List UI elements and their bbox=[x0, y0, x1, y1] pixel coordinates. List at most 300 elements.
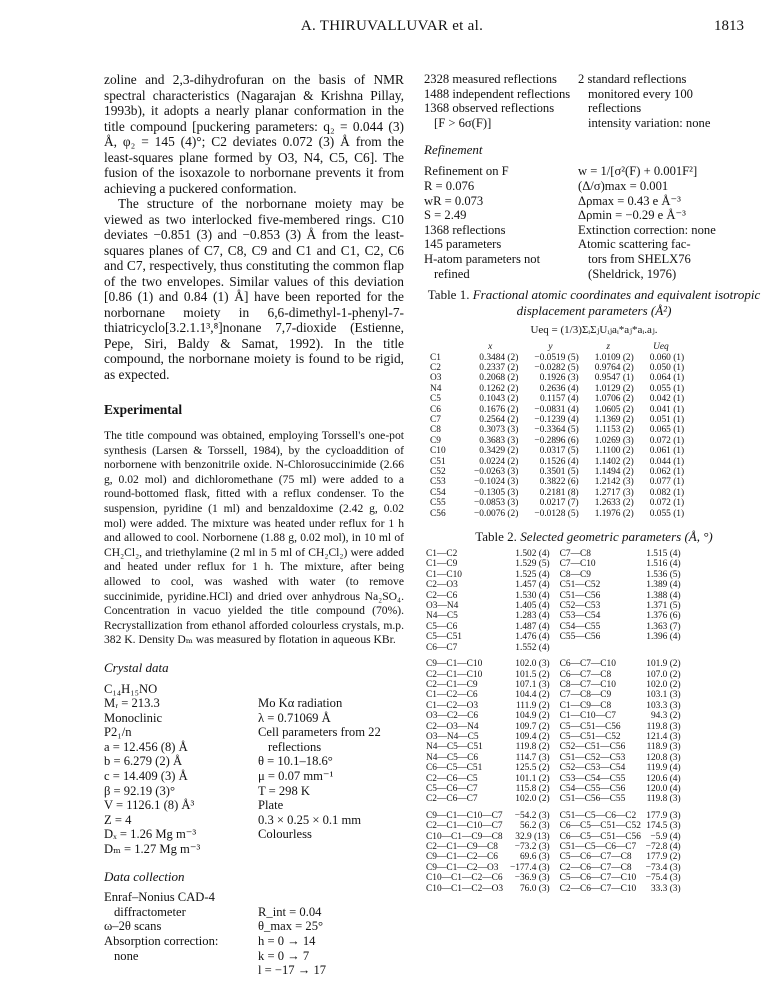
parameter-label: C2—C6 bbox=[426, 590, 458, 601]
data-line: a = 12.456 (8) Å bbox=[104, 739, 188, 754]
atom-label: C7 bbox=[430, 414, 441, 425]
parameter-value: 119.8 (3) bbox=[646, 721, 681, 732]
table-row bbox=[428, 457, 686, 467]
parameter-value: 114.7 (3) bbox=[515, 752, 550, 763]
table-row bbox=[428, 384, 686, 394]
table-cell: 0.2636 (4) bbox=[539, 383, 579, 394]
table-row bbox=[428, 373, 686, 383]
table-row bbox=[424, 632, 689, 642]
parameter-label: O3—C2—C6 bbox=[426, 711, 479, 722]
table-cell: −0.2896 (6) bbox=[534, 435, 579, 446]
table-cell: 0.2564 (2) bbox=[479, 414, 519, 425]
parameter-label: C53—C54 bbox=[559, 611, 601, 622]
table1-column-header bbox=[428, 342, 460, 352]
parameter-label: C52—C53 bbox=[559, 601, 601, 612]
parameter-value: 103.3 (3) bbox=[646, 700, 681, 711]
table1-caption bbox=[424, 287, 764, 319]
data-line: 145 parameters bbox=[424, 237, 502, 252]
parameter-value: 1.529 (5) bbox=[515, 559, 550, 570]
data-line: H-atom parameters not bbox=[424, 251, 541, 266]
parameter-label: C10—C1—C2—O3 bbox=[426, 883, 504, 894]
atom-label: O3 bbox=[430, 373, 442, 384]
data-line: 2 standard reflections bbox=[578, 72, 687, 86]
data-line: β = 92.19 (3)° bbox=[104, 783, 176, 798]
parameter-label: C1—C2—O3 bbox=[426, 700, 479, 711]
table-row bbox=[428, 363, 686, 373]
parameter-value: 118.9 (3) bbox=[646, 742, 681, 753]
table-cell: 0.082 (1) bbox=[649, 487, 685, 498]
parameter-value: 119.9 (4) bbox=[646, 763, 681, 774]
parameter-value: 119.8 (3) bbox=[646, 794, 681, 805]
table1-header-row bbox=[428, 342, 686, 352]
parameter-label: C6—C5—C51—C56 bbox=[559, 831, 641, 842]
parameter-label: C2—C6—C7—C8 bbox=[559, 862, 632, 873]
parameter-value: −73.4 (3) bbox=[645, 862, 681, 873]
data-line: b = 6.279 (2) Å bbox=[104, 754, 183, 769]
table-cell: −0.1239 (4) bbox=[534, 414, 579, 425]
table-row bbox=[424, 863, 689, 873]
table-row bbox=[428, 405, 686, 415]
table-row bbox=[424, 774, 689, 784]
parameter-value: 103.1 (3) bbox=[646, 690, 681, 701]
parameter-label: C5—C6—C7 bbox=[426, 783, 478, 794]
geometric-parameters-table bbox=[424, 549, 689, 894]
table-cell: 0.3822 (6) bbox=[539, 477, 579, 488]
reflections-col-a bbox=[424, 72, 578, 130]
parameter-value: −75.4 (3) bbox=[645, 873, 681, 884]
table-row bbox=[424, 821, 689, 831]
parameter-value: −72.8 (4) bbox=[645, 842, 681, 852]
data-line: Absorption correction: bbox=[104, 933, 219, 948]
parameter-label: C55—C56 bbox=[559, 632, 601, 643]
parameter-value: −54.2 (3) bbox=[514, 810, 550, 821]
parameter-value: 102.0 (2) bbox=[646, 679, 681, 690]
table-row bbox=[424, 643, 689, 653]
table2-caption-prefix: Table 2. bbox=[475, 529, 517, 545]
table-row bbox=[428, 415, 686, 425]
crystal-data-block bbox=[104, 682, 404, 857]
table-cell: 1.0129 (2) bbox=[594, 383, 634, 394]
atom-label: C52 bbox=[430, 467, 446, 477]
parameter-value: 1.536 (5) bbox=[646, 569, 681, 580]
parameter-value: 1.487 (4) bbox=[515, 621, 550, 632]
table-cell: 0.1157 (4) bbox=[539, 394, 579, 405]
parameter-label: C6—C7—C8 bbox=[559, 669, 612, 680]
table-cell: 0.3683 (3) bbox=[479, 435, 519, 446]
parameter-label bbox=[558, 643, 644, 653]
data-line: wR = 0.073 bbox=[424, 193, 484, 208]
table-cell: 0.060 (1) bbox=[649, 352, 685, 363]
parameter-value: 102.0 (3) bbox=[515, 659, 550, 670]
atom-label: C9 bbox=[430, 435, 441, 446]
table-cell: 0.1526 (4) bbox=[539, 456, 579, 467]
parameter-label: C1—C9 bbox=[426, 559, 458, 570]
parameter-label: C54—C55—C56 bbox=[559, 783, 626, 794]
data-line: Δρmin = −0.29 e Å⁻³ bbox=[578, 208, 686, 223]
parameter-value: 1.525 (4) bbox=[515, 569, 550, 580]
parameter-label: C8—C9 bbox=[559, 569, 591, 580]
parameter-value: 1.515 (4) bbox=[646, 549, 681, 560]
table-row bbox=[428, 436, 686, 446]
data-line: none bbox=[114, 948, 139, 963]
table-cell: 0.3429 (2) bbox=[479, 446, 519, 457]
running-header-authors: A. THIRUVALLUVAR et al. bbox=[300, 18, 484, 34]
table-row bbox=[428, 488, 686, 498]
parameter-value: 101.5 (2) bbox=[515, 669, 550, 680]
table-row bbox=[428, 467, 686, 477]
table-row bbox=[424, 873, 689, 883]
parameter-value: 76.0 (3) bbox=[519, 883, 550, 894]
data-line: Cell parameters from 22 bbox=[258, 725, 381, 740]
table-row bbox=[424, 742, 689, 752]
parameter-value: 33.3 (3) bbox=[650, 883, 681, 894]
table-cell: 0.3073 (3) bbox=[479, 425, 519, 436]
atomic-coordinates-table bbox=[428, 342, 686, 519]
parameter-label: C7—C10 bbox=[559, 559, 596, 570]
table-row bbox=[424, 884, 689, 894]
experimental-heading: Experimental bbox=[104, 402, 183, 417]
parameter-value: 120.6 (4) bbox=[646, 773, 681, 784]
parameter-value: 69.6 (3) bbox=[519, 852, 550, 863]
data-line: Mo Kα radiation bbox=[258, 696, 343, 711]
parameter-value: 121.4 (3) bbox=[646, 731, 681, 742]
table-row bbox=[428, 477, 686, 487]
atom-label: C1 bbox=[430, 352, 441, 363]
table-row bbox=[424, 659, 689, 669]
data-line: Δρmax = 0.43 e Å⁻³ bbox=[578, 193, 681, 208]
data-collection-col-a bbox=[104, 890, 258, 978]
parameter-value: 109.4 (2) bbox=[515, 731, 550, 742]
data-line: Dₓ = 1.26 Mg m⁻³ bbox=[104, 827, 197, 842]
table-cell: −0.1305 (3) bbox=[474, 487, 519, 498]
data-line: 0.3 × 0.25 × 0.1 mm bbox=[258, 812, 362, 827]
parameter-label: C2—C1—C9—C8 bbox=[426, 842, 498, 852]
data-line: 1488 independent reflections bbox=[424, 86, 571, 101]
data-line: refined bbox=[434, 266, 470, 281]
atom-label: C10 bbox=[430, 446, 446, 457]
parameter-label: C1—C10—C7 bbox=[559, 711, 616, 722]
table-cell: 0.062 (1) bbox=[649, 467, 685, 477]
parameter-value: 177.9 (2) bbox=[646, 852, 681, 863]
table-cell: 0.051 (1) bbox=[649, 414, 685, 425]
parameter-value: 1.389 (4) bbox=[646, 580, 681, 591]
parameter-label: C5—C6—C7—C10 bbox=[559, 873, 637, 884]
parameter-value: 1.371 (5) bbox=[646, 601, 681, 612]
parameter-label: C9—C1—C2—C6 bbox=[426, 852, 498, 863]
data-line: h = 0 → 14 bbox=[258, 933, 316, 948]
data-line: Enraf–Nonius CAD-4 bbox=[104, 890, 215, 905]
parameter-label: O3—N4 bbox=[426, 601, 459, 612]
parameter-value: 120.0 (4) bbox=[646, 783, 681, 794]
parameter-value: −177.4 (3) bbox=[510, 862, 550, 873]
parameter-value: −5.9 (4) bbox=[650, 831, 681, 842]
parameter-label: C5—C51 bbox=[426, 632, 462, 643]
reflections-col-b bbox=[578, 72, 764, 130]
data-collection-col-b bbox=[258, 890, 404, 978]
parameter-label: C6—C7—C10 bbox=[559, 659, 616, 670]
table-cell: 0.055 (1) bbox=[649, 508, 685, 519]
parameter-value: 111.9 (2) bbox=[515, 700, 550, 711]
parameter-value: −73.2 (3) bbox=[514, 842, 550, 852]
parameter-label: N4—C5—C51 bbox=[426, 742, 483, 753]
table-cell: −0.0853 (3) bbox=[474, 498, 519, 509]
parameter-label: C1—C2 bbox=[426, 549, 458, 560]
table-row bbox=[424, 794, 689, 804]
crystal-data-col-b bbox=[258, 682, 404, 857]
parameter-label: C7—C8 bbox=[559, 549, 591, 560]
data-line: (Δ/σ)max = 0.001 bbox=[578, 178, 669, 193]
table-cell: −0.1024 (3) bbox=[474, 477, 519, 488]
refinement-col-a bbox=[424, 164, 578, 281]
data-line: l = −17 → 17 bbox=[258, 963, 327, 978]
parameter-label: C6—C5—C51—C52 bbox=[559, 821, 641, 832]
right-column bbox=[424, 72, 764, 894]
table-cell: 1.0269 (3) bbox=[594, 435, 634, 446]
parameter-value: 1.376 (6) bbox=[646, 611, 681, 622]
refinement-heading: Refinement bbox=[424, 142, 483, 158]
crystal-data-heading: Crystal data bbox=[104, 660, 169, 675]
data-line: C₁₄H₁₅NO bbox=[104, 681, 158, 696]
table-row bbox=[428, 446, 686, 456]
table-cell: 0.044 (1) bbox=[649, 456, 685, 467]
parameter-value: 120.8 (3) bbox=[646, 752, 681, 763]
parameter-value: 174.5 (3) bbox=[646, 821, 681, 832]
data-collection-block bbox=[104, 890, 404, 978]
table-cell: −0.0263 (3) bbox=[474, 467, 519, 477]
table-row bbox=[424, 722, 689, 732]
atom-label: C56 bbox=[430, 508, 446, 519]
atom-label: C55 bbox=[430, 498, 446, 509]
parameter-label: C2—C1—C10 bbox=[426, 669, 483, 680]
parameter-value: 1.530 (4) bbox=[515, 590, 550, 601]
refinement-block bbox=[424, 164, 764, 281]
experimental-text: The title compound was obtained, employing Torssell's one-pot synthesis (Larsen & Torssell, 1984), by the cycloaddition of norbornene with benzonitrile oxide. N-Chlorosuccinimide (2.66 g, 0.02 mol) and dichloromethane (75 ml) were added to a round-bottomed flask, fitted with a reflux condenser. To the suspension, pyridine (1 ml) and benzaldoxime (2.42 g, 0.02 mol) were added. The mixture was heated under reflux for 1 h and allowed to cool. Norbornene (1.88 g, 0.02 mol), in 10 ml of CH₂Cl₂, and triethylamine (2 ml in 5 ml of CH₂Cl₂) were added and heated under reflux for 1 h. The mixture, after being allowed to cool, was washed with water (to remove succinimide, pyridine.HCl) and dried over anhydrous Na₂SO₄. Concentration in vacuo yielded the title compound (70%). Recrystallization from ethanol afforded colourless crystals, m.p. 382 K. Density Dₘ was measured by flotation in aqueous KBr. bbox=[104, 429, 404, 647]
atom-label: C51 bbox=[430, 456, 446, 467]
table-row bbox=[424, 611, 689, 621]
parameter-value: 101.9 (2) bbox=[646, 659, 681, 670]
table1-caption-text: Fractional atomic coordinates and equivalent isotropic displacement parameters (Å²) bbox=[472, 287, 761, 319]
parameter-label: O3—N4—C5 bbox=[426, 731, 479, 742]
parameter-value: 32.9 (13) bbox=[515, 831, 550, 842]
data-line: Colourless bbox=[258, 827, 312, 842]
table-row bbox=[424, 580, 689, 590]
parameter-value: 107.1 (3) bbox=[515, 679, 550, 690]
data-line: θ_max = 25° bbox=[258, 919, 324, 934]
parameter-label: C54—C55 bbox=[559, 621, 601, 632]
table-cell: −0.0128 (5) bbox=[534, 508, 579, 519]
data-line: c = 14.409 (3) Å bbox=[104, 769, 188, 784]
table-cell: 0.0217 (7) bbox=[539, 498, 579, 509]
norbornane-paragraph: The structure of the norbornane moiety may be viewed as two interlocked five-membered rings. C10 deviates −0.851 (3) and −0.853 (3) Å from the least-squares planes of C7, C8, C9 and C1 and C1, C2, C6 and C7, respectively, thus constituting the common flap of the two envelopes. Similar values of this deviation [0.86 (1) and 0.84 (1) Å] have been reported for the norbornane moiety in 6,6-dimethyl-1-phenyl-7-thiatricyclo[3.2.1.1³,⁸]nonane 7,7-dioxide (Estienne, Pepe, Siri, Baldy & Samat, 1992). In the title compound, the norbornane moiety is found to be rigid, as expected. bbox=[104, 196, 404, 382]
table-cell: 0.2337 (2) bbox=[479, 362, 519, 373]
data-line: T = 298 K bbox=[258, 783, 310, 798]
parameter-value: 1.516 (4) bbox=[646, 559, 681, 570]
ueq-equation: Ueq = (1/3)ΣᵢΣⱼUᵢⱼaᵢ*aⱼ*aᵢ.aⱼ. bbox=[530, 324, 658, 337]
parameter-value: 1.552 (4) bbox=[515, 642, 550, 653]
parameter-value: 102.0 (2) bbox=[515, 794, 550, 805]
table-cell: 1.2633 (2) bbox=[594, 498, 634, 509]
data-line: 1368 observed reflections bbox=[424, 101, 555, 116]
parameter-label: C51—C5—C6—C2 bbox=[559, 810, 637, 821]
parameter-label: C51—C52 bbox=[559, 580, 601, 591]
table-cell: 1.1976 (2) bbox=[594, 508, 634, 519]
parameter-label: C10—C1—C2—C6 bbox=[426, 873, 503, 884]
atom-label: N4 bbox=[430, 383, 442, 394]
parameter-label: C51—C56—C55 bbox=[559, 794, 626, 805]
atom-label: C8 bbox=[430, 425, 441, 436]
table1-caption-prefix: Table 1. bbox=[427, 287, 470, 303]
data-line: intensity variation: none bbox=[588, 115, 711, 130]
table-cell: 0.9547 (1) bbox=[594, 373, 634, 384]
parameter-label: C9—C1—C10 bbox=[426, 659, 483, 670]
table-cell: 1.1494 (2) bbox=[594, 467, 634, 477]
table-cell: 0.042 (1) bbox=[649, 394, 685, 405]
left-column bbox=[104, 72, 404, 978]
table2-caption bbox=[424, 529, 764, 545]
table-row bbox=[428, 353, 686, 363]
data-line bbox=[258, 890, 404, 905]
parameter-label: C2—C6—C7 bbox=[426, 794, 478, 805]
crystal-data-col-a bbox=[104, 682, 258, 857]
parameter-value: 125.5 (2) bbox=[515, 763, 550, 774]
table-cell: 1.1153 (2) bbox=[595, 425, 634, 436]
parameter-label: N4—C5—C6 bbox=[426, 752, 479, 763]
parameter-label: C2—C6—C5 bbox=[426, 773, 478, 784]
table-row bbox=[424, 670, 689, 680]
data-line: R_int = 0.04 bbox=[258, 904, 322, 919]
table-cell: 1.0605 (2) bbox=[594, 404, 634, 415]
parameter-label: C8—C7—C10 bbox=[559, 679, 616, 690]
parameter-label: C51—C56 bbox=[559, 590, 601, 601]
table-cell: 1.0706 (2) bbox=[594, 394, 634, 405]
data-line: 1368 reflections bbox=[424, 222, 506, 237]
parameter-label: C2—C1—C10—C7 bbox=[426, 821, 503, 832]
data-line bbox=[258, 682, 404, 697]
table-cell: 0.072 (1) bbox=[649, 435, 685, 446]
table-row bbox=[424, 680, 689, 690]
parameter-value: 101.1 (2) bbox=[515, 773, 550, 784]
data-line: Plate bbox=[258, 798, 284, 813]
table-cell: 0.3484 (2) bbox=[479, 352, 519, 363]
parameter-label: C2—C1—C9 bbox=[426, 679, 478, 690]
parameter-value: 1.363 (7) bbox=[646, 621, 681, 632]
data-collection-heading: Data collection bbox=[104, 868, 185, 884]
data-line: (Sheldrick, 1976) bbox=[588, 266, 677, 281]
parameter-label: C52—C51—C56 bbox=[559, 742, 626, 753]
data-line: w = 1/[σ²(F) + 0.001F²] bbox=[578, 164, 698, 179]
parameter-value: 115.8 (2) bbox=[515, 783, 550, 794]
parameter-label: C1—C10 bbox=[426, 569, 462, 580]
table-cell: 0.0317 (5) bbox=[539, 446, 579, 457]
parameter-value: −36.9 (3) bbox=[514, 873, 550, 884]
table-row bbox=[424, 753, 689, 763]
parameter-label: C2—O3 bbox=[426, 580, 458, 591]
table-cell: 0.050 (1) bbox=[649, 362, 685, 373]
table-cell: 0.061 (1) bbox=[649, 446, 685, 457]
table-cell: 0.1262 (2) bbox=[479, 383, 519, 394]
table-cell: 1.0109 (2) bbox=[594, 352, 634, 363]
parameter-value: 1.405 (4) bbox=[515, 601, 550, 612]
table-cell: −0.0831 (4) bbox=[534, 404, 579, 415]
parameter-label: C2—C6—C7—C10 bbox=[559, 883, 637, 894]
page-number: 1813 bbox=[714, 18, 744, 34]
table-row bbox=[424, 622, 689, 632]
parameter-value: 107.0 (2) bbox=[646, 669, 681, 680]
atom-label: C6 bbox=[430, 404, 441, 415]
table-cell: 0.055 (1) bbox=[649, 383, 685, 394]
table-cell: 1.1100 (2) bbox=[595, 446, 634, 457]
parameter-label: C2—O3—N4 bbox=[426, 721, 479, 732]
table-cell: 0.065 (1) bbox=[649, 425, 685, 436]
table-row bbox=[424, 842, 689, 852]
data-line: R = 0.076 bbox=[424, 178, 475, 193]
table-cell: 0.2068 (2) bbox=[479, 373, 519, 384]
data-line: Extinction correction: none bbox=[578, 222, 716, 237]
table-row bbox=[428, 394, 686, 404]
parameter-label: C5—C6 bbox=[426, 621, 458, 632]
table-row bbox=[428, 425, 686, 435]
data-line: V = 1126.1 (8) Å³ bbox=[104, 798, 195, 813]
atom-label: C2 bbox=[430, 362, 441, 373]
table-cell: 1.1402 (2) bbox=[594, 456, 634, 467]
parameter-label: C9—C1—C10—C7 bbox=[426, 810, 503, 821]
table-row bbox=[428, 509, 686, 519]
data-line: reflections bbox=[268, 739, 322, 754]
table1-column-header: Ueq bbox=[653, 342, 669, 353]
parameter-value: 1.476 (4) bbox=[515, 632, 550, 643]
parameter-label: C6—C7 bbox=[426, 642, 458, 653]
atom-label: C5 bbox=[430, 394, 441, 405]
table1-column-header: z bbox=[606, 342, 611, 353]
table-row bbox=[424, 701, 689, 711]
parameter-value: 104.4 (2) bbox=[515, 690, 550, 701]
parameter-label: C5—C51—C52 bbox=[559, 731, 621, 742]
parameter-value: 1.502 (4) bbox=[515, 549, 550, 560]
parameter-label: C5—C51—C56 bbox=[559, 721, 621, 732]
table-cell: 1.1369 (2) bbox=[594, 414, 634, 425]
table-row bbox=[424, 811, 689, 821]
data-line: reflections bbox=[588, 101, 642, 116]
table-row bbox=[424, 852, 689, 862]
table-row bbox=[424, 832, 689, 842]
table-cell: 0.1043 (2) bbox=[479, 394, 519, 405]
data-line: Z = 4 bbox=[104, 812, 132, 827]
table-row bbox=[424, 549, 689, 559]
parameter-label: C9—C1—C2—O3 bbox=[426, 862, 499, 873]
data-line: Refinement on F bbox=[424, 164, 509, 179]
table-cell: 0.2181 (8) bbox=[539, 487, 579, 498]
parameter-value: 104.9 (2) bbox=[515, 711, 550, 722]
table-cell: 0.072 (1) bbox=[649, 498, 685, 509]
table1-column-header: x bbox=[488, 342, 493, 353]
table-cell: −0.0282 (5) bbox=[534, 362, 579, 373]
parameter-label: C1—C9—C8 bbox=[559, 700, 612, 711]
parameter-label: C6—C5—C51 bbox=[426, 763, 483, 774]
data-line: λ = 0.71069 Å bbox=[258, 710, 331, 725]
parameter-label: N4—C5 bbox=[426, 611, 458, 622]
parameter-value: 1.396 (4) bbox=[646, 632, 681, 643]
table-row bbox=[424, 570, 689, 580]
atom-label: C53 bbox=[430, 477, 446, 488]
parameter-value: 109.7 (2) bbox=[515, 721, 550, 732]
data-line: S = 2.49 bbox=[424, 208, 467, 223]
table-cell: 0.3501 (5) bbox=[539, 467, 579, 477]
table-cell: 1.2717 (3) bbox=[594, 487, 634, 498]
parameter-label: C1—C2—C6 bbox=[426, 690, 478, 701]
data-line: tors from SHELX76 bbox=[588, 251, 691, 266]
table-cell: 0.9764 (2) bbox=[594, 362, 634, 373]
atom-label: C54 bbox=[430, 487, 446, 498]
